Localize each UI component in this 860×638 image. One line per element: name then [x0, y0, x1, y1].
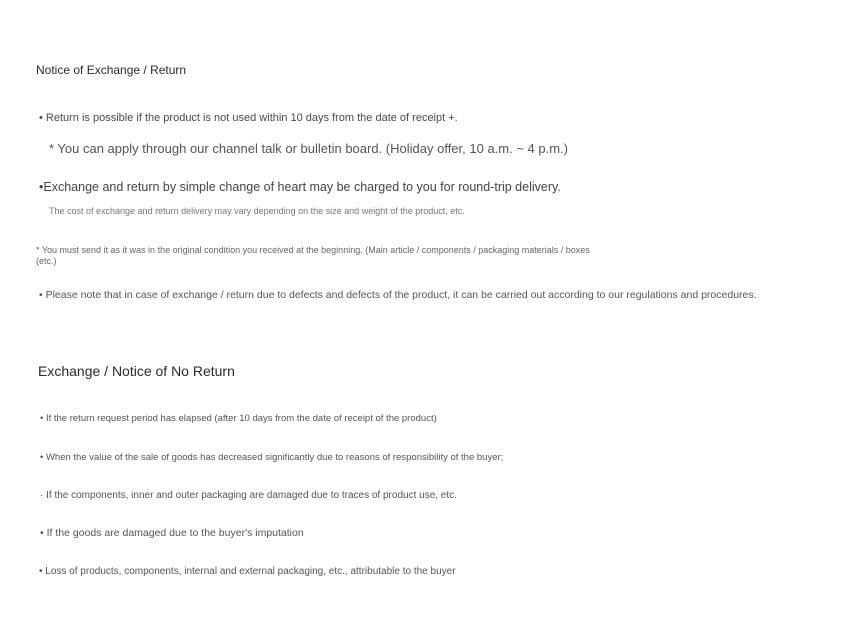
no-return-item: • If the goods are damaged due to the buyer's imputation [40, 527, 304, 539]
no-return-notice-title: Exchange / Notice of No Return [38, 363, 235, 379]
no-return-item: • If the return request period has elapsed (after 10 days from the date of receipt of the product) [40, 413, 437, 424]
exchange-return-notice-title: Notice of Exchange / Return [36, 63, 187, 77]
delivery-cost-text: The cost of exchange and return delivery may vary depending on the size and weight of the product, etc. [49, 206, 465, 216]
change-of-heart-text: •Exchange and return by simple change of heart may be charged to you for round-trip delivery. [39, 180, 561, 194]
original-condition-text: * You must send it as it was in the original condition you received at the beginning. (Main article / components / packaging materials / boxes (etc.) [36, 245, 590, 266]
defects-policy-text: • Please note that in case of exchange / return due to defects and defects of the product, it can be carried out according to our regulations and procedures. [39, 289, 757, 301]
apply-channel-text: * You can apply through our channel talk or bulletin board. (Holiday offer, 10 a.m. ~ 4 p.m.) [49, 141, 568, 156]
return-period-text: • Return is possible if the product is not used within 10 days from the date of receipt +. [39, 112, 458, 124]
no-return-item: • Loss of products, components, internal and external packaging, etc., attributable to the buyer [39, 566, 456, 577]
no-return-item: · If the components, inner and outer packaging are damaged due to traces of product use, etc. [40, 490, 457, 501]
no-return-item: • When the value of the sale of goods has decreased significantly due to reasons of responsibility of the buyer; [40, 452, 504, 463]
